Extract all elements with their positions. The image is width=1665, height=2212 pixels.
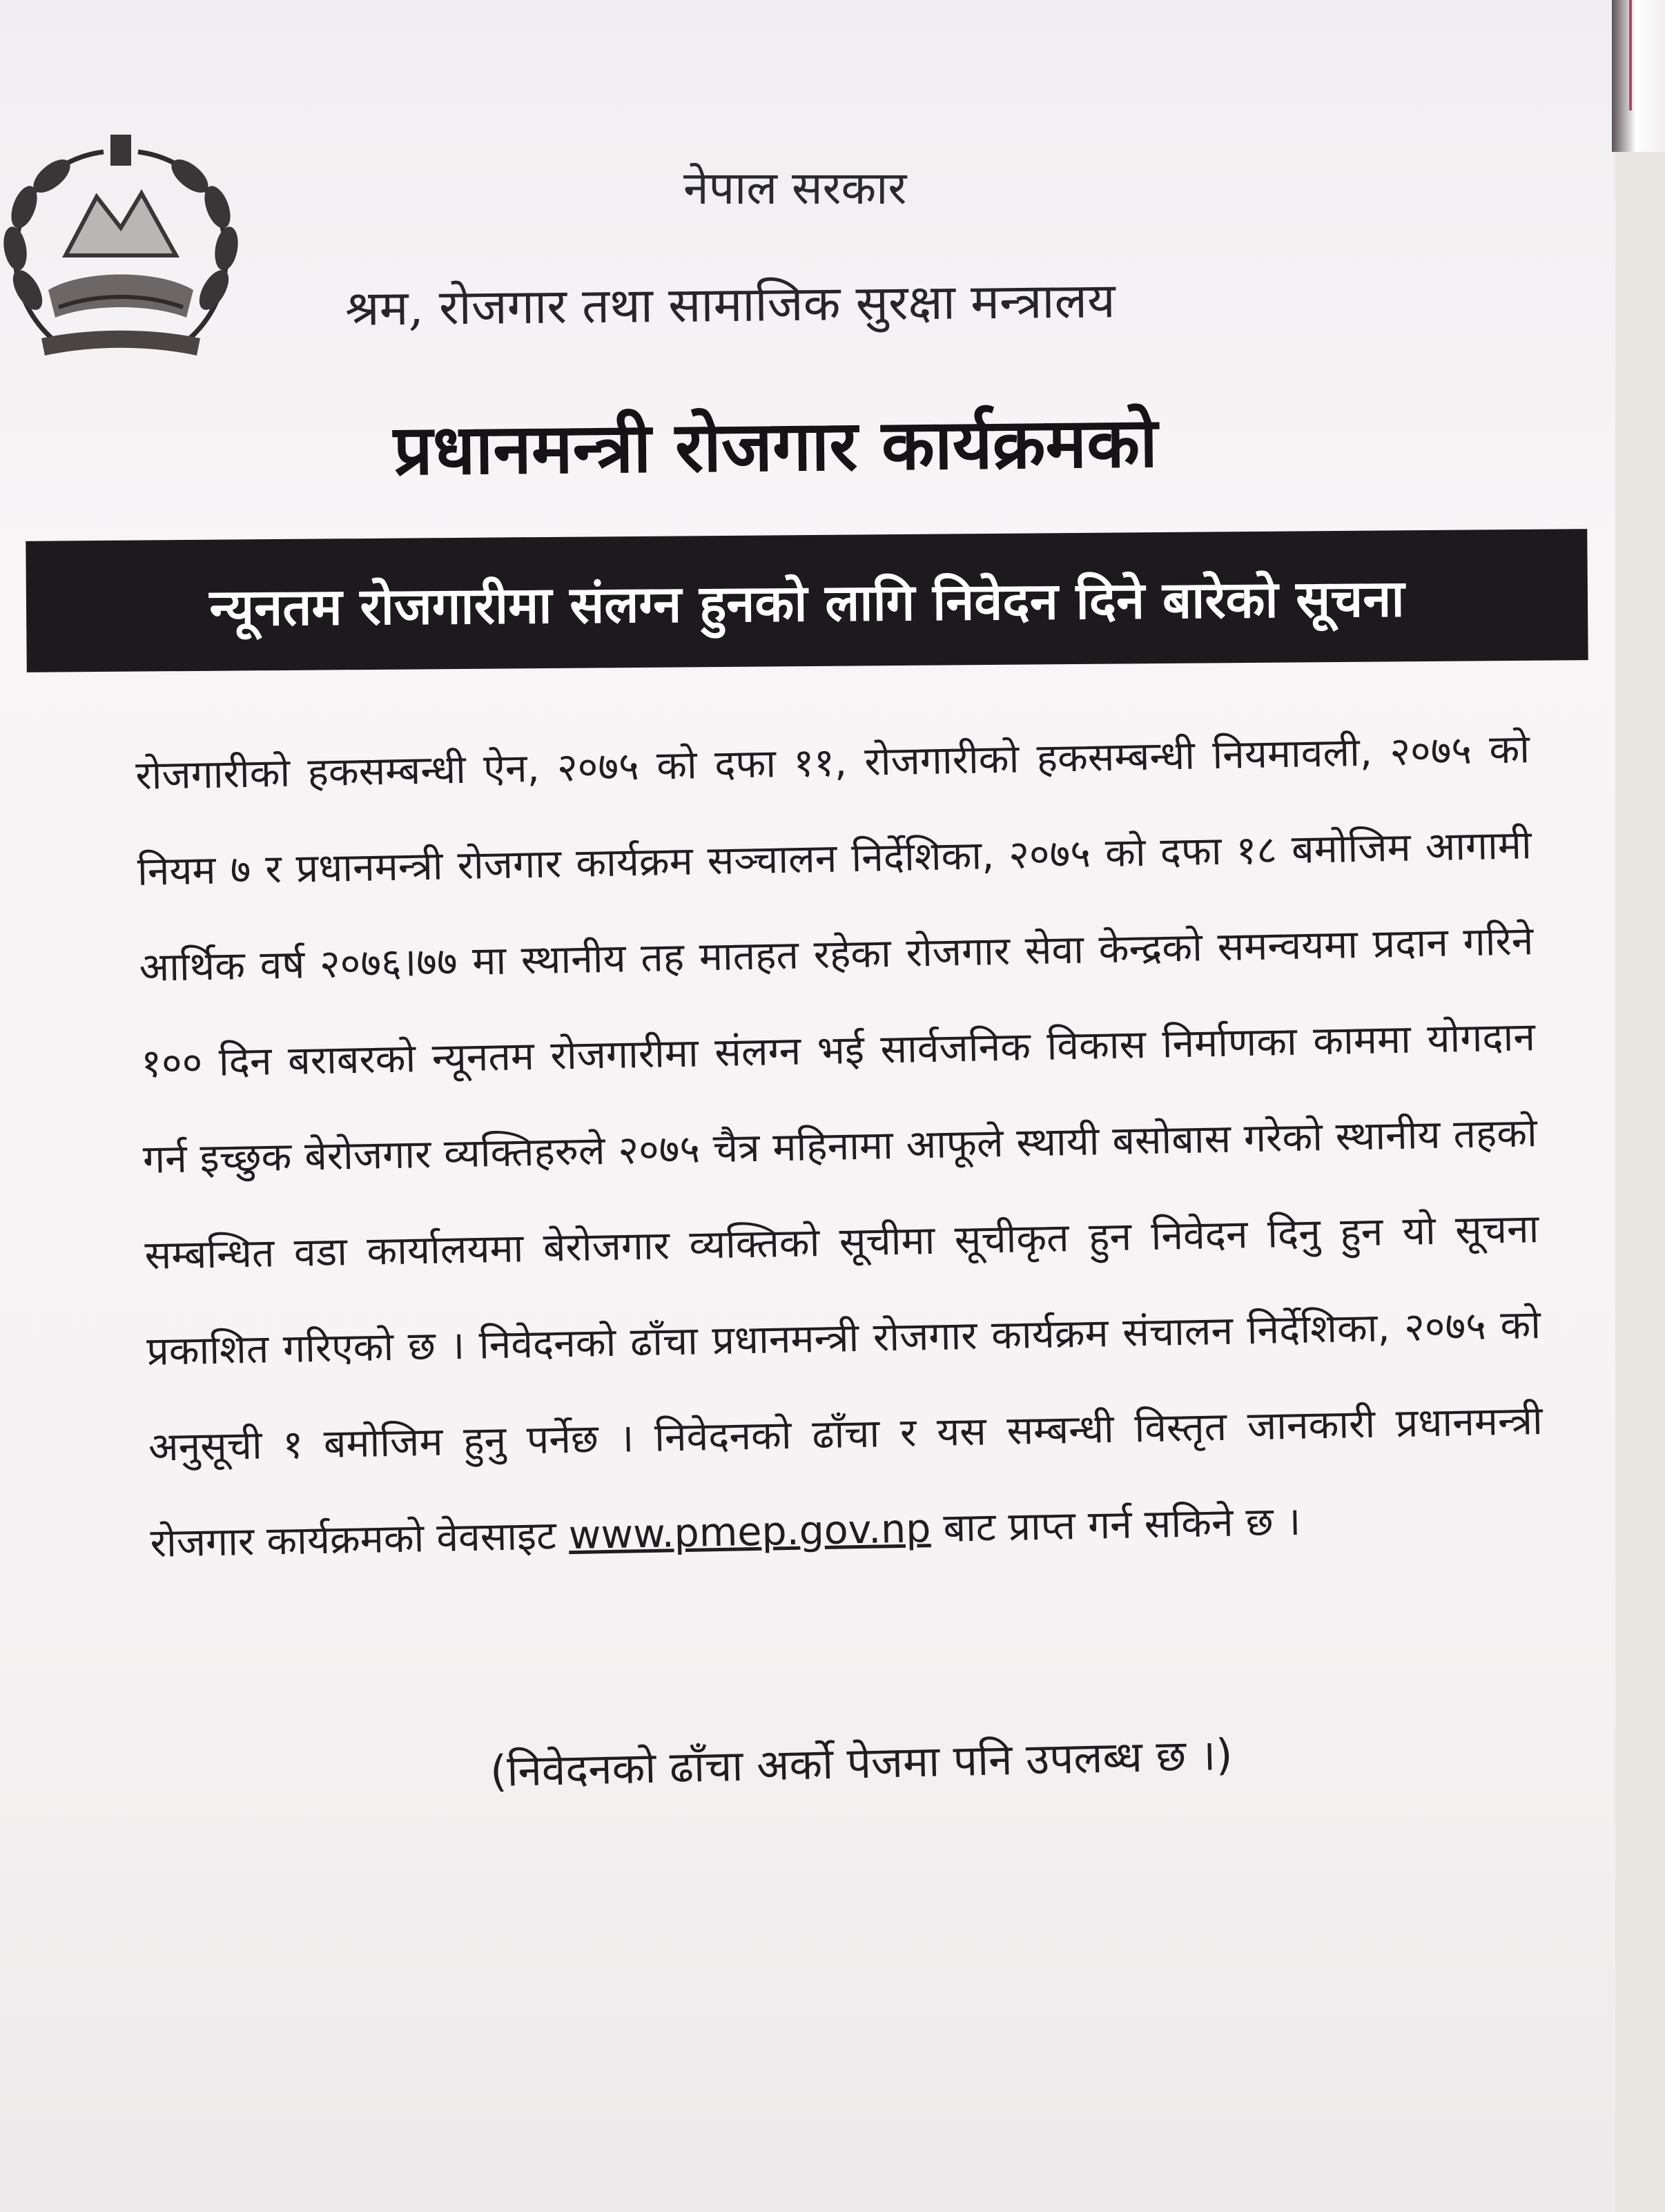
adjacent-page-edge — [1612, 0, 1665, 152]
notice-body-text: रोजगारीको हकसम्बन्धी ऐन, २०७५ को दफा ११, रोजगारीको हकसम्बन्धी नियमावली, २०७५ को नियम ७ र प्रधानमन्त्री रोजगार कार्यक्रम सञ्चालन निर्देशिका, २०७५ को दफा १८ बमोजिम आगामी आर्थिक वर्ष २०७६।७७ मा स्थानीय तह मातहत रहेका रोजगार सेवा केन्द्रको समन्वयमा प्रदान गरिने १०० दिन बराबरको न्यूनतम रोजगारीमा संलग्न भई सार्वजनिक विकास निर्माणका काममा योगदान गर्न इच्छुक बेरोजगार व्यक्तिहरुले २०७५ चैत्र महिनामा आफूले स्थायी बसोबास गरेको स्थानीय तहको सम्बन्धित वडा कार्यालयमा बेरोजगार व्यक्तिको सूचीमा सूचीकृत हुन निवेदन दिनु हुन यो सूचना प्रकाशित गरिएको छ । निवेदनको ढाँचा प्रधानमन्त्री रोजगार कार्यक्रम संचालन निर्देशिका, २०७५ को अनुसूची १ बमोजिम हुनु पर्नेछ । निवेदनको ढाँचा र यस सम्बन्धी विस्तृत जानकारी प्रधानमन्त्री रोजगार कार्यक्रमको वेवसाइट — [135, 726, 1544, 1566]
government-name: नेपाल सरकार — [683, 162, 907, 215]
notice-banner — [26, 529, 1588, 672]
notice-body — [135, 701, 1546, 1592]
program-title: प्रधानमन्त्री रोजगार कार्यक्रमको — [393, 402, 1158, 491]
nepal-government-emblem-icon — [0, 131, 242, 366]
ministry-name: श्रम, रोजगार तथा सामाजिक सुरक्षा मन्त्रालय — [344, 272, 1116, 337]
website-link[interactable]: www.pmep.gov.np — [568, 1506, 932, 1559]
notice-banner-title: न्यूनतम रोजगारीमा संलग्न हुनको लागि निवेदन दिने बारेको सूचना — [209, 568, 1405, 638]
notice-body-closing: बाट प्राप्त गर्न सकिने छ । — [942, 1498, 1301, 1551]
form-availability-note: (निवेदनको ढाँचा अर्को पेजमा पनि उपलब्ध छ ।) — [489, 1729, 1234, 1797]
